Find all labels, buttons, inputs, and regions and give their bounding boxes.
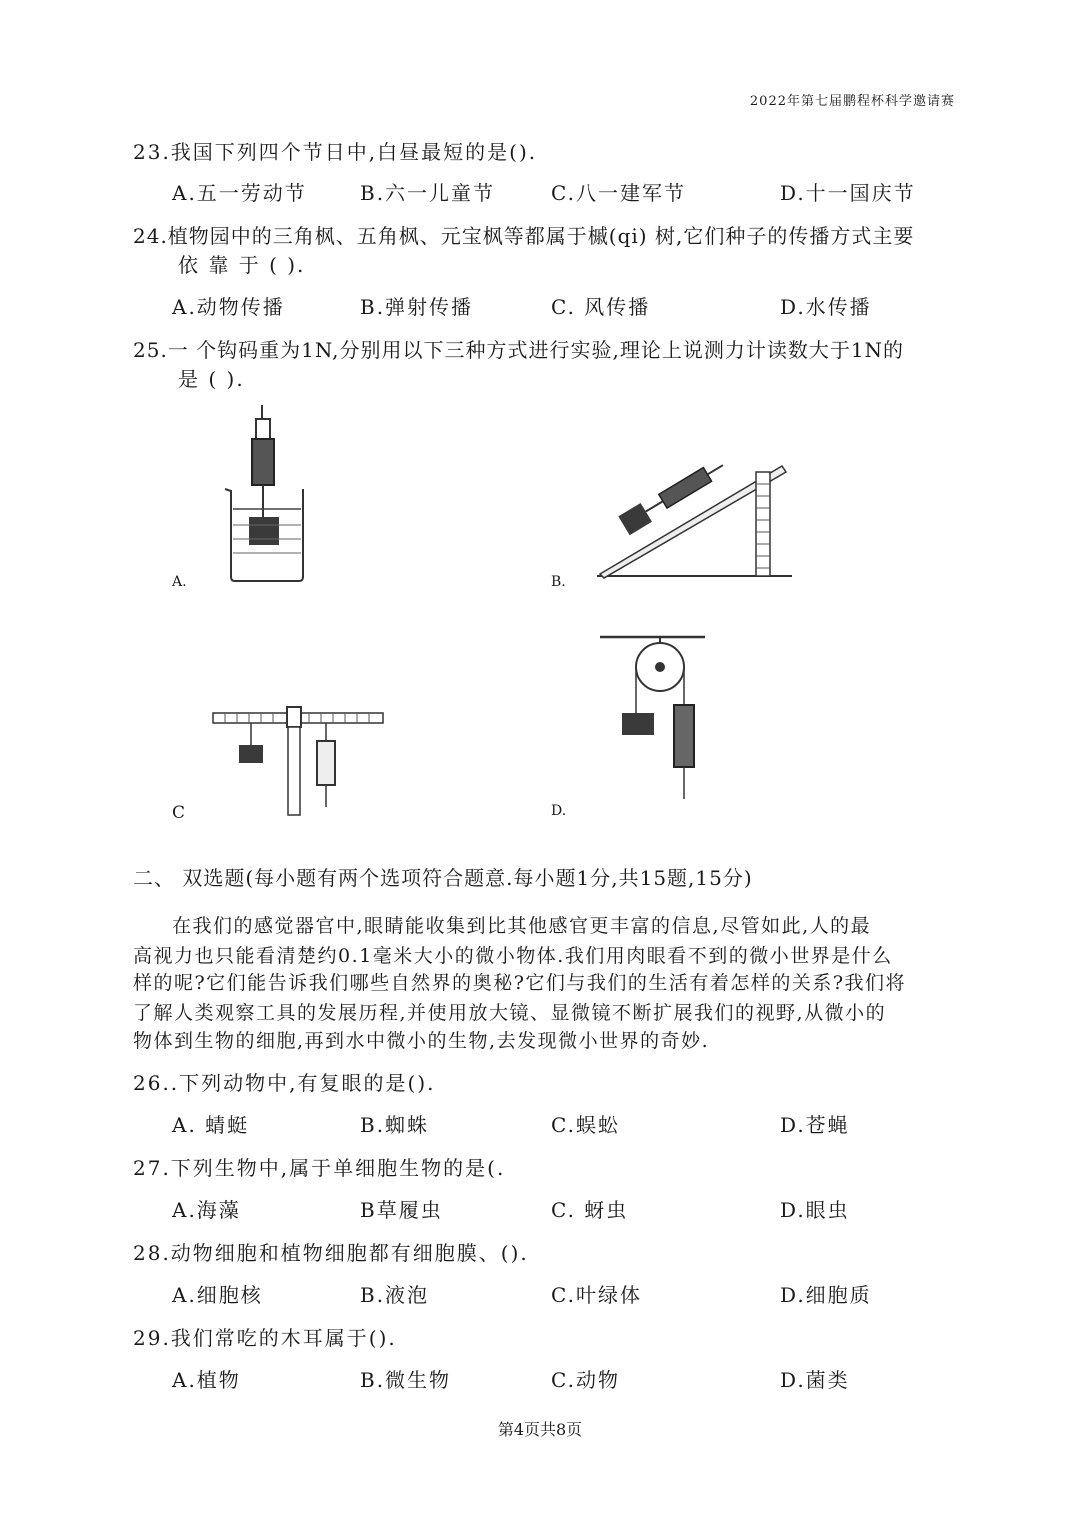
- figure-d-label: D.: [551, 803, 567, 819]
- question-25-stem-line1: 25.一 个钩码重为1N,分别用以下三种方式进行实验,理论上说测力计读数大于1N的: [133, 338, 905, 362]
- q27-option-b: B草履虫: [360, 1198, 443, 1222]
- q29-option-a: A.植物: [172, 1368, 241, 1392]
- q27-option-a: A.海藻: [172, 1198, 241, 1222]
- q28-option-c: C.叶绿体: [551, 1283, 642, 1307]
- figure-d-pulley-scale: [600, 633, 710, 813]
- question-24-stem-line2: 依 靠 于 ( ).: [178, 253, 306, 277]
- page-header: 2022年第七届鹏程杯科学邀请赛: [749, 94, 955, 109]
- page-footer: 第4页共8页: [497, 1420, 583, 1439]
- figure-c-label: C: [172, 803, 186, 823]
- q28-option-a: A.细胞核: [172, 1283, 263, 1307]
- q23-option-d: D.十一国庆节: [780, 181, 916, 205]
- q29-option-b: B.微生物: [360, 1368, 452, 1392]
- q27-option-c: C. 蚜虫: [551, 1198, 629, 1222]
- section-2-title: 二、 双选题(每小题有两个选项符合题意.每小题1分,共15题,15分): [133, 866, 753, 890]
- q23-option-b: B.六一儿童节: [360, 181, 496, 205]
- figure-b-label: B.: [551, 574, 566, 590]
- question-28-stem: 28.动物细胞和植物细胞都有细胞膜、().: [133, 1241, 529, 1265]
- q28-option-d: D.细胞质: [780, 1283, 872, 1307]
- question-25-stem-line2: 是 ( ).: [178, 367, 245, 391]
- question-26-stem: 26..下列动物中,有复眼的是().: [133, 1071, 436, 1095]
- figure-c-lever-scale: [213, 703, 388, 818]
- question-23-stem: 23.我国下列四个节日中,白昼最短的是().: [133, 140, 538, 164]
- q24-option-a: A.动物传播: [172, 295, 285, 319]
- q24-option-d: D.水传播: [780, 295, 872, 319]
- q26-option-c: C.蜈蚣: [551, 1113, 620, 1137]
- figure-b-incline-scale: [592, 458, 797, 583]
- q26-option-d: D.苍蝇: [780, 1113, 850, 1137]
- figure-a-beaker-scale: [215, 405, 315, 585]
- passage-line-1: 在我们的感觉器官中,眼睛能收集到比其他感官更丰富的信息,尽管如此,人的最: [172, 915, 872, 937]
- q27-option-d: D.眼虫: [780, 1198, 850, 1222]
- q29-option-d: D.菌类: [780, 1368, 850, 1392]
- passage-line-5: 物体到生物的细胞,再到水中微小的生物,去发现微小世界的奇妙.: [133, 1030, 710, 1052]
- q28-option-b: B.液泡: [360, 1283, 430, 1307]
- passage-line-3: 样的呢?它们能告诉我们哪些自然界的奥秘?它们与我们的生活有着怎样的关系?我们将: [133, 972, 907, 994]
- question-24-stem-line1: 24.植物园中的三角枫、五角枫、元宝枫等都属于槭(qi) 树,它们种子的传播方式主要: [133, 224, 915, 248]
- question-27-stem: 27.下列生物中,属于单细胞生物的是(.: [133, 1156, 506, 1180]
- q26-option-b: B.蜘蛛: [360, 1113, 430, 1137]
- q29-option-c: C.动物: [551, 1368, 620, 1392]
- question-29-stem: 29.我们常吃的木耳属于().: [133, 1326, 397, 1350]
- figure-a-label: A.: [172, 574, 187, 590]
- q24-option-b: B.弹射传播: [360, 295, 474, 319]
- passage-line-4: 了解人类观察工具的发展历程,并使用放大镜、显微镜不断扩展我们的视野,从微小的: [133, 1002, 887, 1024]
- passage-line-2: 高视力也只能看清楚约0.1毫米大小的微小物体.我们用肉眼看不到的微小世界是什么: [133, 945, 893, 967]
- q26-option-a: A. 蜻蜓: [172, 1113, 250, 1137]
- q24-option-c: C. 风传播: [551, 295, 651, 319]
- q23-option-a: A.五一劳动节: [172, 181, 307, 205]
- q23-option-c: C.八一建军节: [551, 181, 686, 205]
